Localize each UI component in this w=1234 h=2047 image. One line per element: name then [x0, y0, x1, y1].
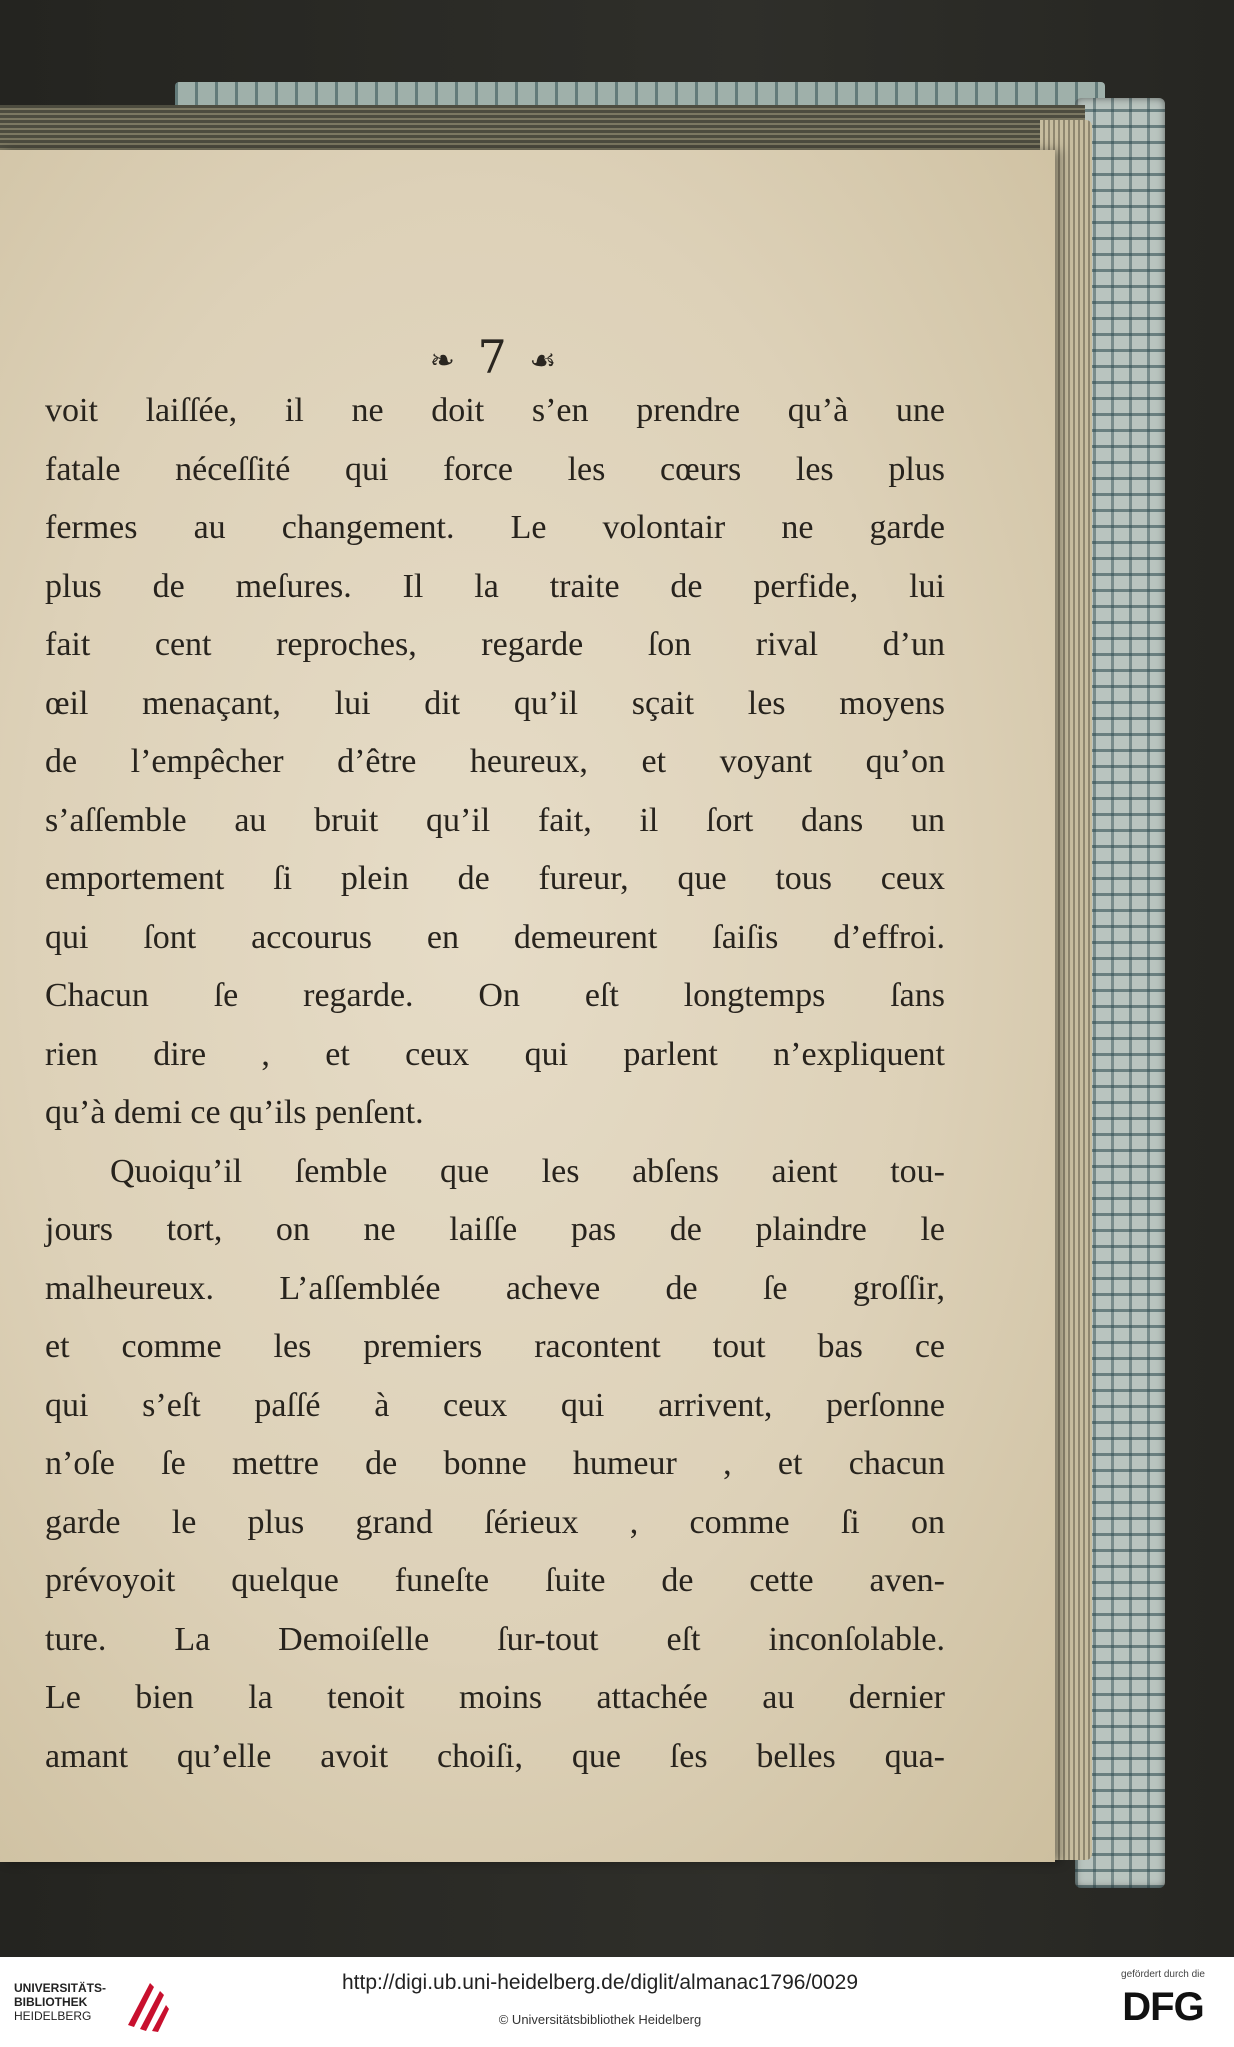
library-name-line: UNIVERSITÄTS-: [14, 1981, 107, 1995]
text-line: voit laiſſée, il ne doit s’en prendre qu’à une: [45, 392, 945, 429]
text-line: œil menaçant, lui dit qu’il sçait les moyens: [45, 684, 945, 722]
text-line: et comme les premiers racontent tout bas ce: [45, 1328, 945, 1365]
left-ornament-icon: ❧: [429, 343, 459, 379]
text-line: emportement ſi plein de fureur, que tous ceux: [45, 860, 945, 897]
text-line: rien dire , et ceux qui parlent n’expliquent: [45, 1035, 945, 1073]
library-name-line: BIBLIOTHEK: [14, 1995, 88, 2009]
text-line: garde le plus grand ſérieux , comme ſi on: [45, 1503, 945, 1541]
text-line: qui s’eſt paſſé à ceux qui arrivent, perſonne: [45, 1386, 945, 1424]
text-line: de l’empêcher d’être heureux, et voyant qu’on: [45, 743, 945, 780]
permalink-url[interactable]: http://digi.ub.uni-heidelberg.de/diglit/almanac1796/0029: [341, 1971, 859, 1994]
page-text: [45, 382, 945, 1786]
text-line: ture. La Demoiſelle ſur-tout eſt inconſolable.: [45, 1620, 945, 1658]
text-line: amant qu’elle avoit choiſi, que ſes belles qua-: [45, 1737, 945, 1775]
text-line: qu’à demi ce qu’ils penſent.: [45, 1094, 424, 1131]
text-line: fait cent reproches, regarde ſon rival d’un: [45, 626, 945, 663]
text-line: qui ſont accourus en demeurent ſaiſis d’effroi.: [45, 918, 945, 956]
funded-by-label: gefördert durch die: [1121, 1969, 1205, 1980]
text-line: Chacun ſe regarde. On eſt longtemps ſans: [45, 977, 945, 1014]
page-number: [380, 330, 610, 390]
text-line: n’oſe ſe mettre de bonne humeur , et chacun: [45, 1445, 945, 1482]
text-line: fermes au changement. Le volontair ne garde: [45, 509, 945, 546]
text-line: prévoyoit quelque funeſte ſuite de cette aven-: [45, 1562, 945, 1599]
text-line: Le bien la tenoit moins attachée au dernier: [45, 1679, 945, 1716]
dfg-logo: DFG: [1122, 1985, 1204, 2029]
text-line: s’aſſemble au bruit qu’il fait, il ſort dans un: [45, 801, 945, 839]
library-name-line: HEIDELBERG: [14, 2009, 92, 2023]
text-line: Quoiqu’il ſemble que les abſens aient tou-: [110, 1152, 945, 1190]
text-line: jours tort, on ne laiſſe pas de plaindre le: [45, 1211, 945, 1248]
footer-bar: [0, 1957, 1234, 2047]
text-line: malheureux. L’aſſemblée acheve de ſe groſſir,: [45, 1269, 945, 1307]
right-ornament-icon: ☙: [529, 343, 561, 379]
page-number-value: 7: [477, 330, 511, 384]
page-block-top: [0, 105, 1085, 153]
text-line: fatale néceſſité qui force les cœurs les plus: [45, 450, 945, 488]
library-logo-icon: [120, 1975, 172, 2035]
library-name: [14, 1981, 106, 2023]
text-line: plus de meſures. Il la traite de perfide, lui: [45, 567, 945, 605]
copyright-notice: © Universitätsbibliothek Heidelberg: [498, 2012, 702, 2027]
book-page: [0, 150, 1055, 1862]
